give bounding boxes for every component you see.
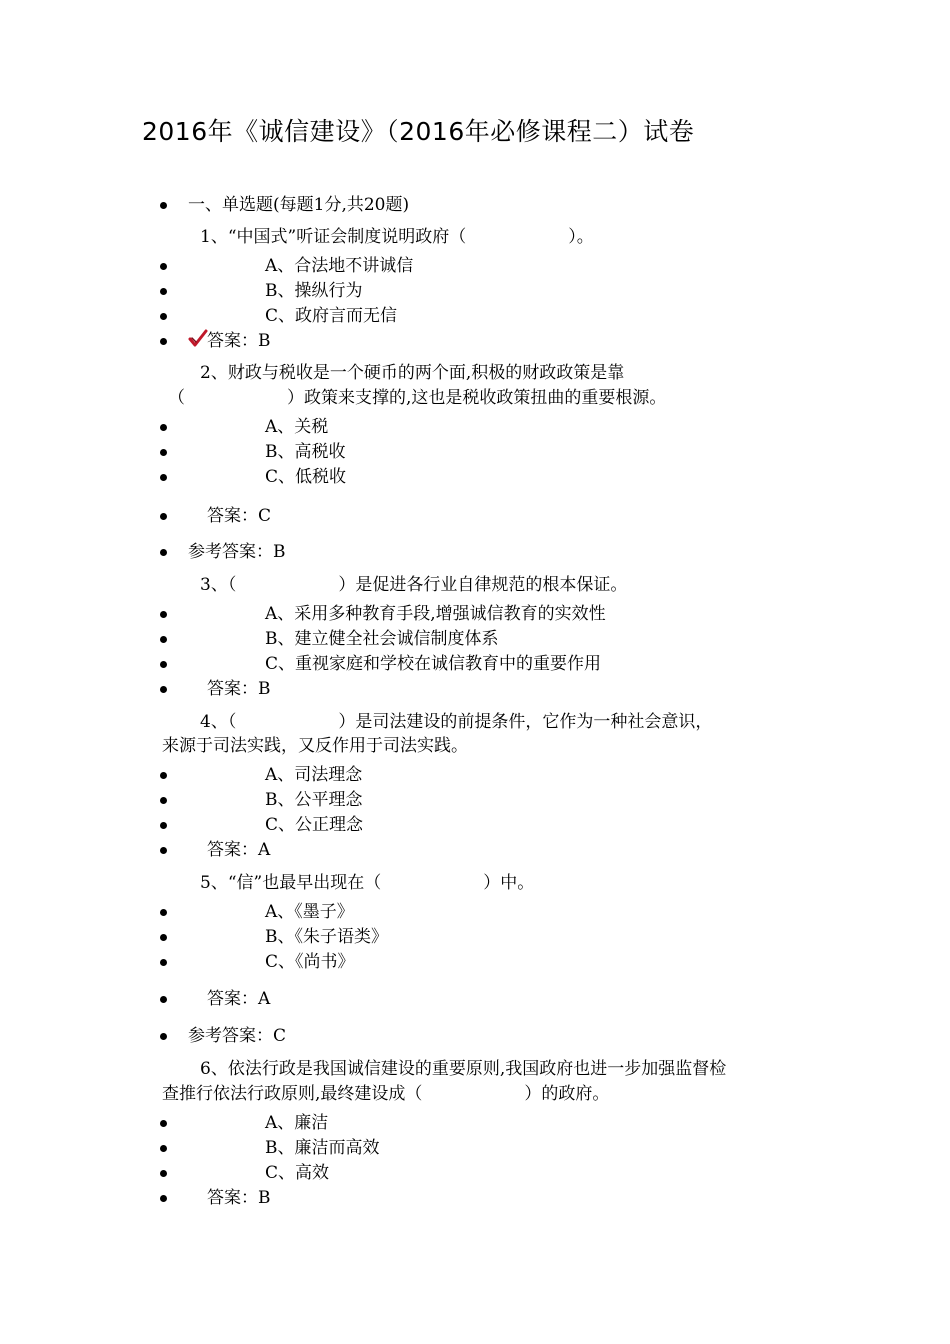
question-6-option-a: A、廉洁 <box>265 1113 329 1133</box>
question-6-answer: 答案：B <box>207 1188 271 1208</box>
bullet <box>160 202 167 209</box>
question-3-answer: 答案：B <box>207 679 271 699</box>
bullet <box>160 661 167 668</box>
bullet <box>160 772 167 779</box>
question-1-option-a: A、合法地不讲诚信 <box>265 256 414 276</box>
question-5-option-b: B、《朱子语类》 <box>265 927 388 947</box>
bullet <box>160 1145 167 1152</box>
bullet <box>160 934 167 941</box>
bullet <box>160 313 167 320</box>
bullet <box>160 636 167 643</box>
question-1-option-c: C、政府言而无信 <box>265 306 398 326</box>
question-2-answer: 答案：C <box>207 506 272 526</box>
question-2-option-c: C、低税收 <box>265 467 347 487</box>
question-4-stem-line1: 4、（ ）是司法建设的前提条件，它作为一种社会意识， <box>200 712 713 732</box>
question-1-option-b: B、操纵行为 <box>265 281 363 301</box>
question-6-option-c: C、高效 <box>265 1163 330 1183</box>
bullet <box>160 338 167 345</box>
question-1-answer: 答案：B <box>207 331 271 351</box>
question-5-answer: 答案：A <box>207 989 271 1009</box>
bullet <box>160 263 167 270</box>
bullet <box>160 797 167 804</box>
question-4-option-a: A、司法理念 <box>265 765 363 785</box>
question-2-reference-answer: 参考答案：B <box>188 542 286 562</box>
question-3-option-a: A、采用多种教育手段,增强诚信教育的实效性 <box>265 604 606 624</box>
question-4-option-b: B、公平理念 <box>265 790 363 810</box>
bullet <box>160 996 167 1003</box>
bullet <box>160 513 167 520</box>
question-6-option-b: B、廉洁而高效 <box>265 1138 380 1158</box>
bullet <box>160 424 167 431</box>
bullet <box>160 1170 167 1177</box>
question-5-option-c: C、《尚书》 <box>265 952 355 972</box>
question-6-stem-line1: 6、依法行政是我国诚信建设的重要原则,我国政府也进一步加强监督检 <box>200 1059 727 1079</box>
question-3-option-c: C、重视家庭和学校在诚信教育中的重要作用 <box>265 654 602 674</box>
question-4-answer: 答案：A <box>207 840 271 860</box>
check-mark-icon <box>188 328 208 348</box>
question-5-stem: 5、“信”也最早出现在（ ）中。 <box>200 873 535 893</box>
bullet <box>160 449 167 456</box>
bullet <box>160 1120 167 1127</box>
question-6-stem-line2: 查推行依法行政原则,最终建设成（ ）的政府。 <box>162 1084 610 1104</box>
question-2-option-a: A、关税 <box>265 417 329 437</box>
bullet <box>160 474 167 481</box>
question-2-stem-line1: 2、财政与税收是一个硬币的两个面,积极的财政政策是靠 <box>200 363 625 383</box>
question-4-stem-line2: 来源于司法实践，又反作用于司法实践。 <box>162 736 468 756</box>
bullet <box>160 959 167 966</box>
bullet <box>160 847 167 854</box>
question-2-stem-line2: （ ）政策来支撑的,这也是税收政策扭曲的重要根源。 <box>168 388 667 408</box>
bullet <box>160 611 167 618</box>
question-2-option-b: B、高税收 <box>265 442 346 462</box>
question-4-option-c: C、公正理念 <box>265 815 364 835</box>
question-1-stem: 1、“中国式”听证会制度说明政府（ ）。 <box>200 227 594 247</box>
question-3-option-b: B、建立健全社会诚信制度体系 <box>265 629 499 649</box>
question-5-reference-answer: 参考答案：C <box>188 1026 287 1046</box>
bullet <box>160 1033 167 1040</box>
bullet <box>160 1195 167 1202</box>
bullet <box>160 686 167 693</box>
document-title: 2016年《诚信建设》（2016年必修课程二）试卷 <box>142 117 695 146</box>
question-5-option-a: A、《墨子》 <box>265 902 354 922</box>
bullet <box>160 549 167 556</box>
bullet <box>160 909 167 916</box>
question-3-stem: 3、（ ）是促进各行业自律规范的根本保证。 <box>200 575 628 595</box>
bullet <box>160 288 167 295</box>
section-heading: 一、单选题(每题1分,共20题) <box>188 195 410 215</box>
bullet <box>160 822 167 829</box>
